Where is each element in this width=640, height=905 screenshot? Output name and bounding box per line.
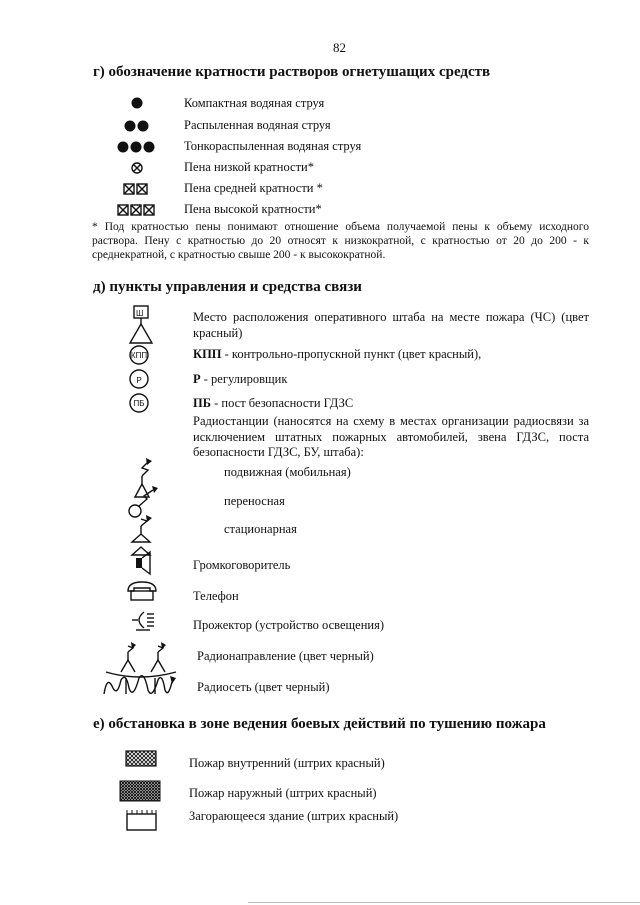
r-label	[193, 372, 287, 387]
section-d-heading: д) пункты управления и средства связи	[93, 279, 362, 295]
footnote: * Под кратностью пены понимают отношение объема получаемой пены к объему исходного раствора. Пену с кратностью до 20 относят к низкократной, с кратностью от 20 до 200 - к среднекратной, с кратностью свыше 200 - к высокократной.	[92, 221, 589, 261]
section-e-heading: е) обстановка в зоне ведения боевых действий по тушению пожара	[93, 716, 546, 732]
radio-stationary-label: стационарная	[224, 522, 297, 536]
igniting-building-icon	[0, 0, 1, 1]
staff-label: Место расположения оперативного штаба на месте пожара (ЧС) (цвет красный)	[193, 310, 589, 340]
pb-icon-letters: ПБ	[133, 399, 145, 408]
pb-bold: ПБ	[193, 396, 211, 410]
radio-mobile-label: подвижная (мобильная)	[224, 465, 351, 479]
legend-label: Тонкораспыленная водяная струя	[184, 139, 362, 153]
r-icon-letter: Р	[136, 376, 142, 385]
loudspeaker-label: Громкоговоритель	[193, 558, 291, 572]
searchlight-label: Прожектор (устройство освещения)	[193, 618, 384, 632]
radio-network-label: Радиосеть (цвет черный)	[197, 680, 330, 694]
r-text: - регулировщик	[200, 372, 288, 386]
r-bold: Р	[193, 372, 201, 386]
pb-label	[193, 396, 353, 411]
legend-label: Пена высокой кратности*	[184, 202, 322, 216]
section-g-heading: г) обозначение кратности растворов огнетушащих средств	[93, 64, 491, 80]
internal-fire-label: Пожар внутренний (штрих красный)	[189, 756, 385, 770]
igniting-building-label: Загорающееся здание (штрих красный)	[189, 809, 399, 823]
legend-label: Компактная водяная струя	[184, 96, 325, 110]
radio-intro: Радиостанции (наносятся на схему в местах организации радиосвязи за исключением штатных пожарных автомобилей, звена ГДЗС, поста безопасности ГДЗС, БУ, штаба):	[193, 414, 589, 459]
telephone-label: Телефон	[193, 589, 239, 603]
legend-label: Пена средней кратности *	[184, 181, 323, 195]
legend-label: Пена низкой кратности*	[184, 160, 314, 174]
staff-icon-letter: Ш	[136, 309, 144, 318]
bottom-edge-line	[248, 902, 640, 903]
page-number: 82	[333, 40, 346, 55]
radio-portable-label: переносная	[224, 494, 285, 508]
kpp-icon-letters: КПП	[130, 351, 148, 360]
external-fire-label: Пожар наружный (штрих красный)	[189, 786, 377, 800]
kpp-label	[193, 347, 481, 362]
kpp-bold: КПП	[193, 347, 222, 361]
radio-direction-label: Радионаправление (цвет черный)	[197, 649, 374, 663]
pb-text: - пост безопасности ГДЗС	[211, 396, 354, 410]
legend-label: Распыленная водяная струя	[184, 118, 331, 132]
kpp-text: - контрольно-пропускной пункт (цвет красный),	[221, 347, 482, 361]
